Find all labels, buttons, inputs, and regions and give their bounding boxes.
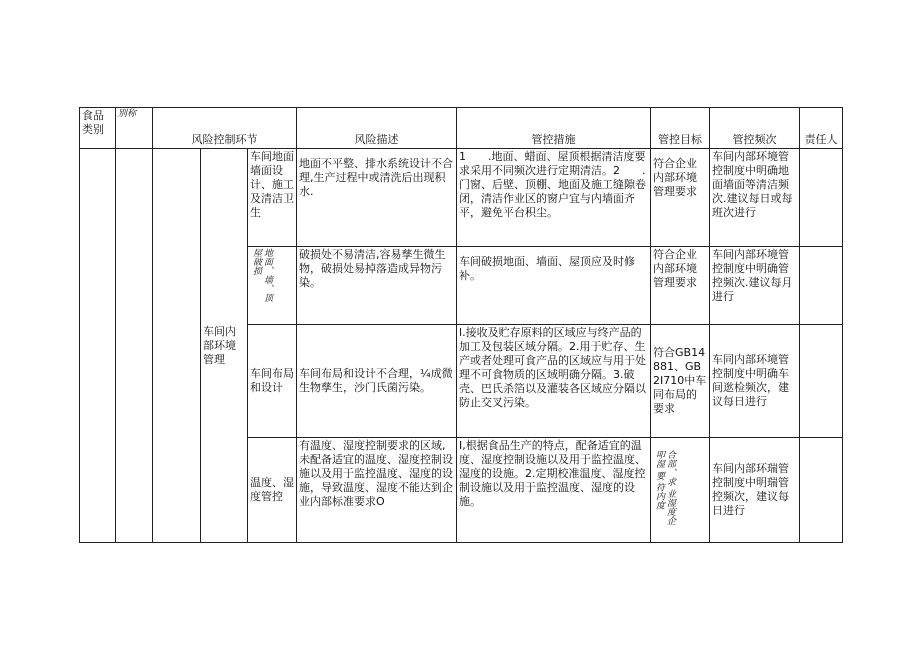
risk-description: 车间布局和设计不合理，¼成微生物孳生，沙门氏菌污染。 xyxy=(297,325,457,438)
responsible-cell xyxy=(800,325,843,438)
risk-point: 车间布局和设计 xyxy=(248,325,297,438)
header-frequency: 管控频次 xyxy=(710,108,800,149)
control-measures: I,根据食品生产的特点，配备适宜的温度、湿度控制设施以及用于监控温度、湿度的设施。2.定期校准温度、湿度控制设施以及用于监控温度、湿度的设施。 xyxy=(457,438,651,543)
header-control-link: 风险控制环节 xyxy=(153,108,297,149)
control-target xyxy=(651,438,710,543)
control-target: 符合企业内部环境管理要求 xyxy=(651,149,710,247)
control-frequency: 车间内部环境管控制度中明确管控频次.建议每月进行 xyxy=(710,247,800,325)
risk-description: 有温度、湿度控制要求的区域,未配备适宜的温度、湿度控制设施以及用于监控温度、湿度的设施，导致温度、湿度不能达到企业内部标准要求O xyxy=(297,438,457,543)
control-target: 符合GB14881、GB2I710中车同布局的要求 xyxy=(651,325,710,438)
control-frequency: 车间内部环境管控制度中明确地面墙面等清洁频次.建议每日或每班次进行 xyxy=(710,149,800,247)
risk-description: 破损处不易清洁,容易孳生微生物，破损处易掉落造成异物污染。 xyxy=(297,247,457,325)
risk-control-table xyxy=(79,107,843,543)
header-risk-desc: 风险描述 xyxy=(297,108,457,149)
risk-point: 车间地面墙面设计、施工及清洁卫生 xyxy=(248,149,297,247)
alias-cell xyxy=(116,149,153,543)
risk-description: 地面不平整、排水系统设计不合理,生产过程中或清洗后出现积水. xyxy=(297,149,457,247)
responsible-cell xyxy=(800,149,843,247)
responsible-cell xyxy=(800,438,843,543)
section-label: 车间内部环境管理 xyxy=(201,149,248,543)
header-responsible: 责任人 xyxy=(800,108,843,149)
control-frequency: 车间内部环瑞管控制度中明瑞管控频次，建议每日进行 xyxy=(710,438,800,543)
header-food-category: 食品类别 xyxy=(80,108,116,149)
control-frequency: 车同内部环境管控制度中明确车间逖检频次，建议每日进行 xyxy=(710,325,800,438)
control-measures: 1 .地面、蜡面、屋顶根据清洁度要求采用不同频次进行定期清洁。2 .门窗、后壁、顶棚、地面及施工缝隙卷闭，清洁作业区的窗户宜与内墙面齐平，避免平台积尘。 xyxy=(457,149,651,247)
control-measures: l.接收及贮存原料的区域应与终产品的加工及包装区域分隔。2.用于贮存、生产或者处理可食产品的区域应与用于处理不可食物质的区域明确分隔。3.破壳、巴氏杀箔以及灌装各区域应分隔以防止交叉污染。 xyxy=(457,325,651,438)
risk-point-vertical-text: 地面、墙、顶屋破损 xyxy=(251,248,272,302)
control-target-vertical-text: 合部、求 业湿度企叩湿 要 符内度 xyxy=(654,450,676,525)
control-target: 符合企业内部环境管理要求 xyxy=(651,247,710,325)
control-group-cell xyxy=(153,149,201,543)
header-target: 管控目标 xyxy=(651,108,710,149)
header-measures: 管控措施 xyxy=(457,108,651,149)
food-category-cell xyxy=(80,149,116,543)
table-row xyxy=(80,149,843,247)
header-alias: 别称 xyxy=(116,108,153,149)
risk-point xyxy=(248,247,297,325)
responsible-cell xyxy=(800,247,843,325)
risk-point: 温度、湿度管控 xyxy=(248,438,297,543)
header-row xyxy=(80,108,843,149)
control-measures: 车间破损地面、墙面、屋顶应及时修补。 xyxy=(457,247,651,325)
